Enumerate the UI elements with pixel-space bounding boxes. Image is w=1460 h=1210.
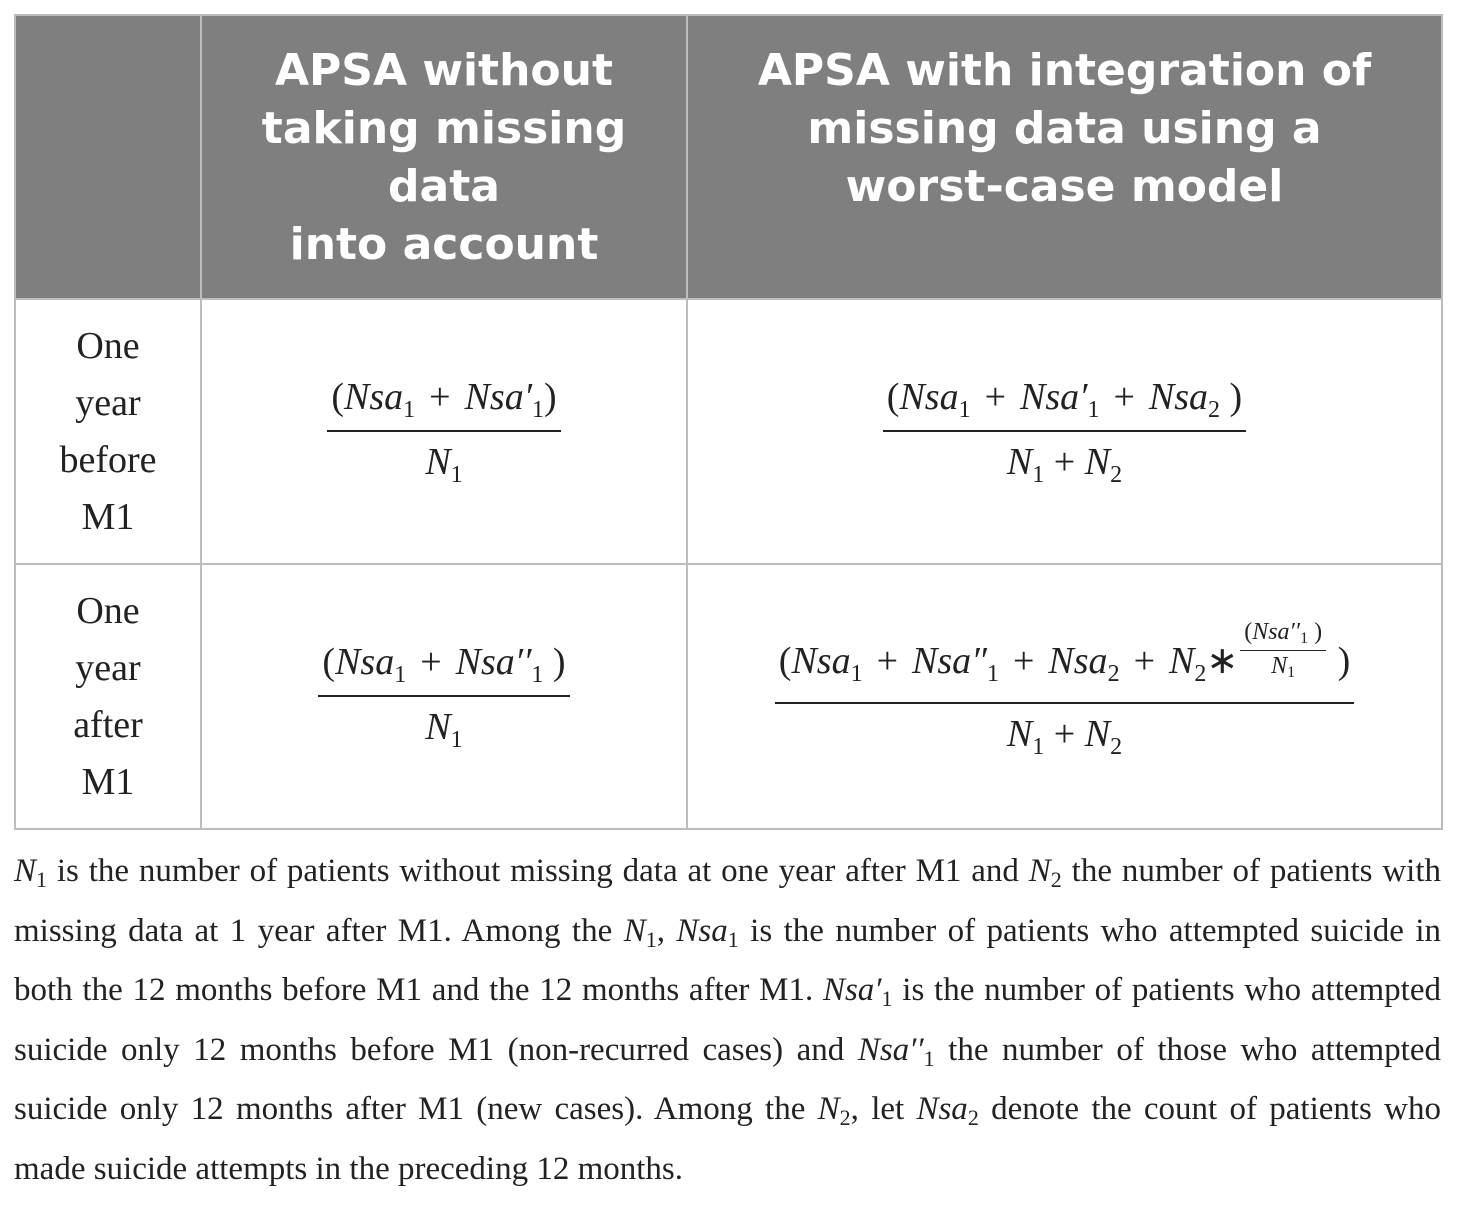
table-row-before-m1 [15,299,1442,564]
header-row [15,15,1442,299]
header-empty-cell [15,15,201,299]
row-label-before-m1: One year before M1 [15,299,201,564]
table-footnote: $N_1$ is the number of patients without missing data at one year after M1 and $N_2$ the number of patients with missing data at 1 year after M1. Among the $N_1$, Nsa$_1$ is the number of patients who attempted suicide in both the 12 months before M1 and the 12 months after M1. $Nsa'_1$ is the number of patients who attempted suicide only 12 months before M1 (non-recurred cases) and $Nsa''_1$ the number of those who attempted suicide only 12 months after M1 (new cases). Among the $N_2$, let Nsa$_2$ denote the count of patients who made suicide attempts in the preceding 12 months. [14,853,1442,1187]
row-label-after-m1: One year after M1 [15,564,201,829]
header-without-missing-data: APSA without taking missing data into account [201,15,687,299]
formula-after-with-missing [687,564,1442,829]
apsa-formula-table [14,14,1443,830]
formula-after-without-missing [201,564,687,829]
formula-before-with-missing [687,299,1442,564]
nested-fraction: ($Nsa''_1$ ) $N_1$ [1242,619,1324,682]
fraction-before-without: $\frac{(Nsa_1 + Nsa'_1)}{N_1}$ [329,375,558,489]
header-with-missing-data: APSA with integration of missing data using a worst-case model [687,15,1442,299]
formula-before-without-missing [201,299,687,564]
apsa-table-container [14,14,1441,831]
fraction-after-with: ($Nsa_1 + Nsa''_1 + Nsa_2$ + $N_2∗$ ($Nsa''_1$ ) $N_1$ ) $N_1 + N_2$ [777,633,1352,761]
fraction-after-without: $\frac{(Nsa_1 + Nsa''_1 )}{N_1}$ [320,640,567,754]
table-row-after-m1 [15,564,1442,829]
fraction-before-with: $\frac{(Nsa_1 + Nsa'_1 + Nsa_2 )}{N_1 + N_2}$ [885,375,1244,489]
